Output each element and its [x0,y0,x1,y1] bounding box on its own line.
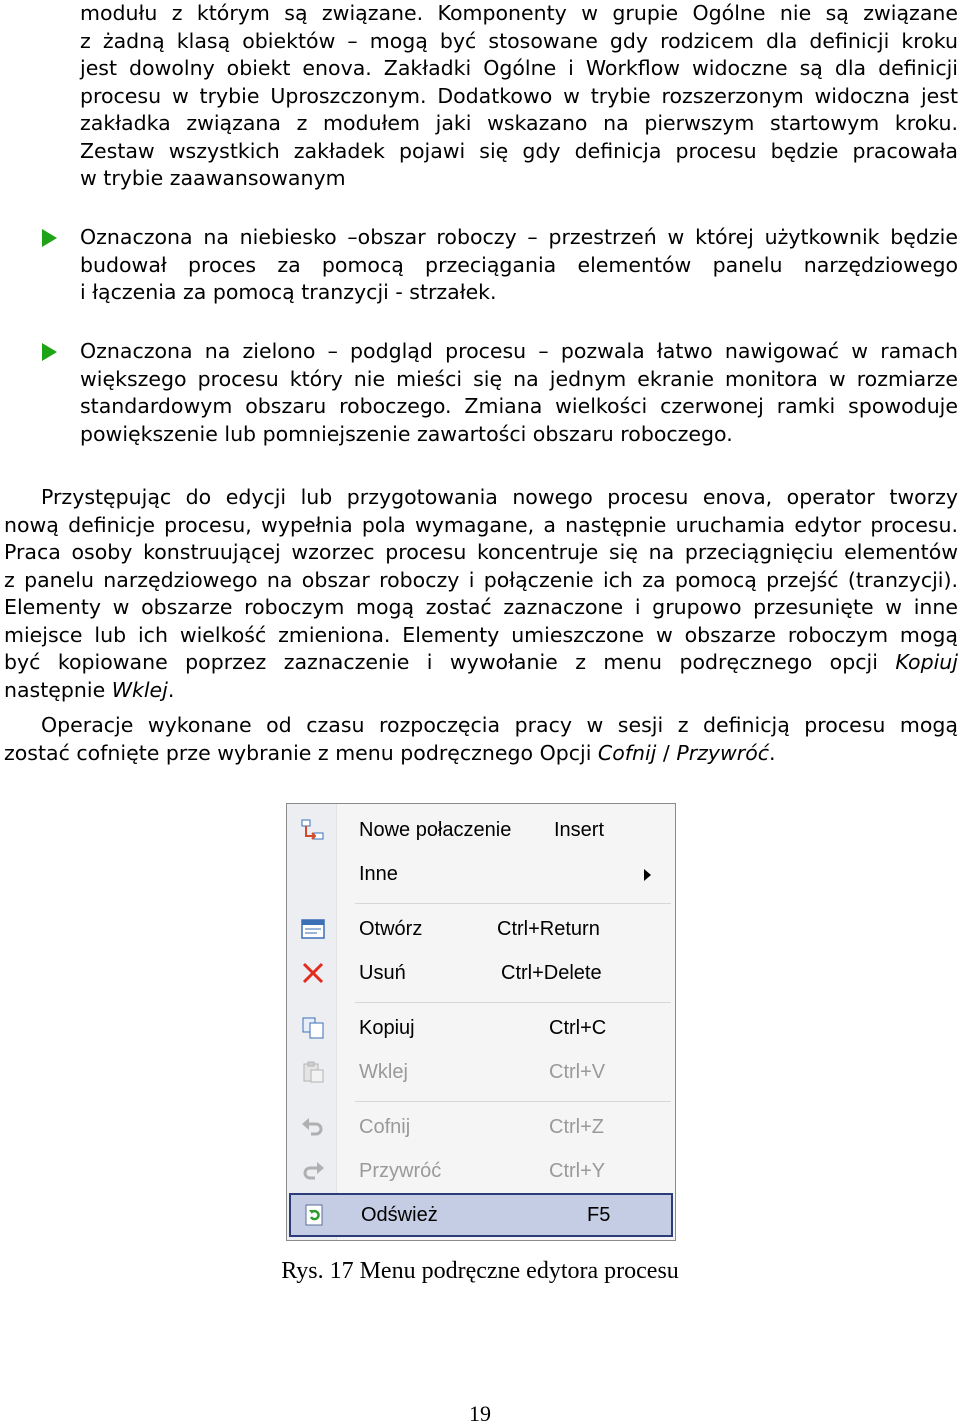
text-line: Zestaw wszystkich zakładek pojawi się gdy definicja procesu będzie pracowała [80,138,958,163]
menu-item-undo[interactable] [289,1107,673,1147]
green-bullet-icon [42,343,57,361]
text-line: nową definicje procesu, wypełnia pola wymagane, a następnie uruchamia edytor procesu. [4,512,958,537]
text-span: / [656,740,677,765]
open-window-icon [301,918,325,940]
menu-item-copy[interactable] [289,1008,673,1048]
text-line: zakładka związana z modułem jaki wskazano na pierwszym startowym kroku. [80,111,958,135]
page-number: 19 [469,1401,491,1426]
menu-item-label: Odśwież [361,1204,438,1226]
green-bullet-icon [42,229,57,247]
text-span: . [769,740,776,765]
menu-item-refresh[interactable] [289,1193,673,1237]
text-span: . [167,677,175,702]
text-line: Praca osoby konstruującej wzorzec procesu koncentruje się na przeciągnięciu elementów [4,540,958,564]
emphasis-cofnij: Cofnij [597,740,657,765]
undo-icon [301,1116,325,1138]
text-line: w trybie zaawansowanym [80,166,346,190]
text-line: jest dowolny obiekt enova. Zakładki Ogólne i Workflow widoczne są dla definicji [80,56,958,80]
text-line: miejsce lub ich wielkość zmieniona. Elementy umieszczone w obszarze roboczym mogą [4,622,958,647]
text-line: modułu z którym są związane. Komponenty w grupie Ogólne nie są związane [80,1,958,25]
text-span: zostać cofnięte prze wybranie z menu podręcznego Opcji [4,740,598,765]
text-line: standardowym obszaru roboczego. Zmiana wielkości czerwonej ramki spowoduje [80,394,958,418]
menu-separator [355,903,671,904]
menu-item-label: Inne [359,863,398,885]
redo-icon [301,1160,325,1182]
text-line: procesu w trybie Uproszczonym. Dodatkowo w trybie rozszerzonym widoczna jest [80,83,958,108]
delete-x-icon [301,962,325,984]
text-line: większego procesu który nie mieści się na jednym ekranie monitora w rozmiarze [80,366,958,391]
text-line [4,740,958,768]
menu-item-shortcut: Ctrl+Y [549,1160,606,1182]
menu-item-label: Usuń [359,962,406,984]
context-menu [286,803,676,1241]
figure-caption: Rys. 17 Menu podręczne edytora procesu [281,1258,679,1284]
menu-item-label: Przywróć [359,1160,442,1182]
menu-item-label: Kopiuj [359,1017,415,1039]
menu-item-label: Otwórz [359,918,423,940]
text-line: Przystępując do edycji lub przygotowania nowego procesu enova, operator tworzy [41,485,958,509]
menu-item-new-connection[interactable] [289,810,673,850]
menu-item-paste[interactable] [289,1052,673,1092]
menu-item-open[interactable] [289,909,673,949]
text-line [4,677,958,705]
bullet-item-workspace [80,224,958,307]
bullet-item-preview [80,338,958,448]
submenu-arrow-icon [644,869,651,881]
paragraph-editing [4,484,958,704]
text-line [4,649,958,677]
text-line: i łączenia za pomocą tranzycji - strzałek. [80,280,497,304]
new-connection-icon [301,819,325,841]
menu-item-label: Cofnij [359,1116,411,1138]
text-line: z żadną klasą obiektów – mogą być stosowane gdy rodzicem dla definicji kroku [80,28,958,53]
text-line: z panelu narzędziowego na obszar roboczy i połączenie ich za pomocą przejść (tranzycji). [4,567,958,592]
text-line: Oznaczona na zielono – podgląd procesu – pozwala łatwo nawigować w ramach [80,339,958,363]
menu-item-shortcut: Ctrl+V [549,1061,606,1083]
menu-separator [355,1101,671,1102]
menu-item-label: Wklej [359,1061,408,1083]
menu-item-shortcut: Ctrl+C [549,1017,607,1039]
emphasis-przywroc: Przywróć [676,740,770,765]
menu-item-label: Nowe połaczenie [359,819,512,841]
text-line: Oznaczona na niebiesko –obszar roboczy – przestrzeń w której użytkownik będzie [80,225,958,249]
text-line: Operacje wykonane od czasu rozpoczęcia pracy w sesji z definicją procesu mogą [41,713,958,737]
paste-icon [301,1061,325,1083]
menu-separator [355,1002,671,1003]
paragraph-undo [4,712,958,767]
intro-paragraph [80,0,958,193]
emphasis-wklej: Wklej [111,677,168,702]
text-span: następnie [4,677,112,702]
menu-item-shortcut: Ctrl+Delete [501,962,602,984]
menu-item-shortcut: Insert [554,819,605,841]
copy-icon [301,1017,325,1039]
text-line: Elementy w obszarze roboczym mogą zostać zaznaczone i grupowo przesunięte w inne [4,595,958,619]
text-line: powiększenie lub pomniejszenie zawartości obszaru roboczego. [80,421,733,446]
menu-item-other[interactable] [289,854,673,894]
text-line: budował proces za pomocą przeciągania elementów panelu narzędziowego [80,252,958,277]
menu-item-shortcut: Ctrl+Return [497,918,600,940]
menu-item-delete[interactable] [289,953,673,993]
menu-item-redo[interactable] [289,1151,673,1191]
emphasis-kopiuj: Kopiuj [895,650,958,674]
menu-item-shortcut: Ctrl+Z [549,1116,604,1138]
text-span: być kopiowane poprzez zaznaczenie i wywołanie z menu podręcznego opcji [4,650,896,674]
menu-item-shortcut: F5 [587,1204,611,1226]
refresh-icon [303,1204,327,1226]
